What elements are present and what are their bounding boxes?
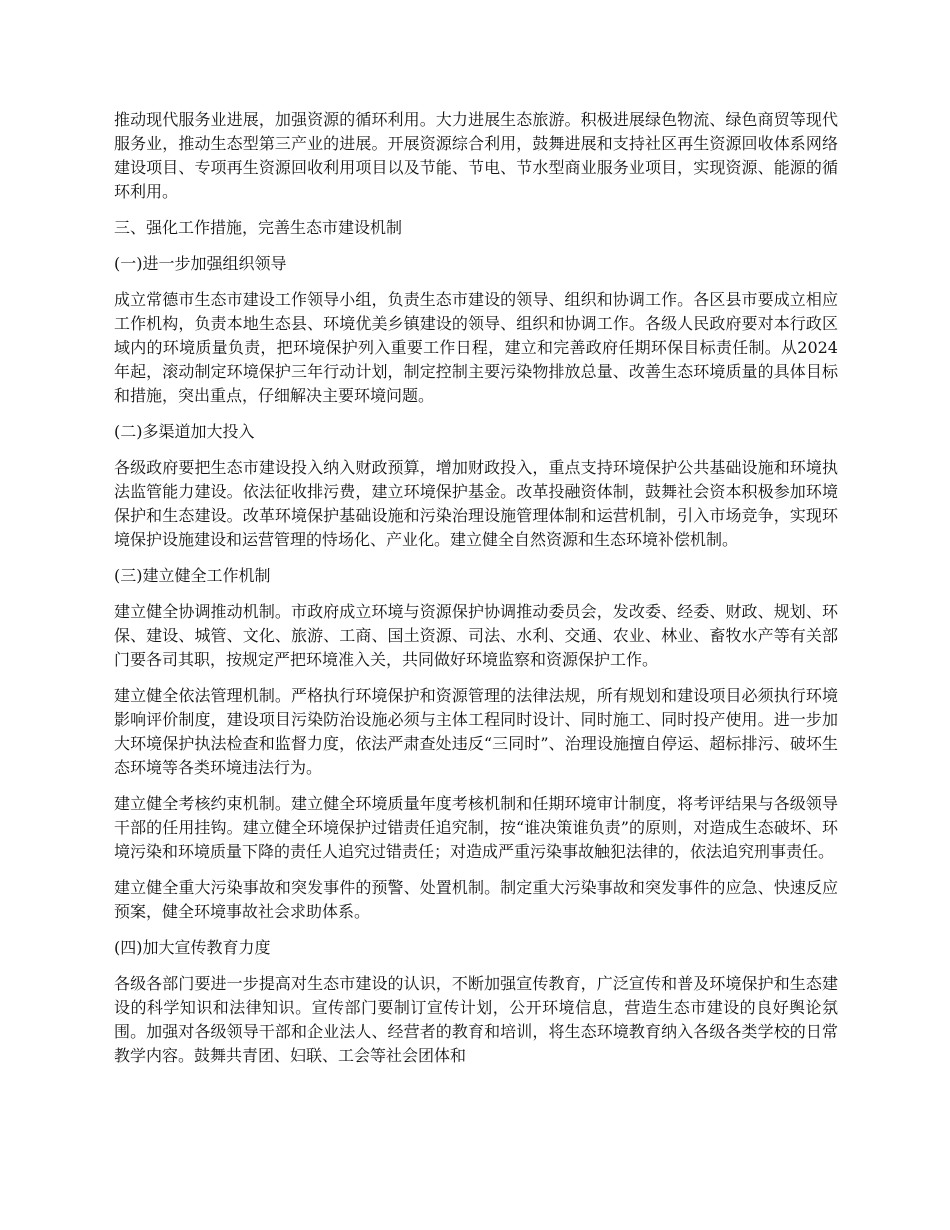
paragraph-investment: 各级政府要把生态市建设投入纳入财政预算，增加财政投入，重点支持环境保护公共基础设施和环境执法监管能力建设。依法征收排污费，建立环境保护基金。改革投融资体制，鼓舞社会资本积极参加环境保护和生态建设。改革环境保护基础设施和污染治理设施管理体制和运营机制，引入市场竞争，实现环境保护设施建设和运营管理的恃场化、产业化。建立健全自然资源和生态环境补偿机制。 [114,458,838,549]
subheading-publicity: (四)加大宣传教育力度 [114,938,271,957]
subheading-organization: (一)进一步加强组织领导 [114,254,287,273]
paragraph-legal-management: 建立健全依法管理机制。严格执行环境保护和资源管理的法律法规，所有规划和建设项目必须执行环境影响评价制度，建设项目污染防治设施必须与主体工程同时设计、同时施工、同时投产使用。进一步加大环境保护执法检查和监督力度，依法严肃查处违反“三同时”、治理设施擅自停运、超标排污、破坏生态环境等各类环境违法行为。 [114,686,838,777]
subheading-work-mechanism: (三)建立健全工作机制 [114,566,271,585]
subheading-investment: (二)多渠道加大投入 [114,422,255,441]
paragraph-assessment: 建立健全考核约束机制。建立健全环境质量年度考核机制和任期环境审计制度，将考评结果与各级领导干部的任用挂钩。建立健全环境保护过错责任追究制，按“谁决策谁负责”的原则，对造成生态破坏、环境污染和环境质量下降的责任人追究过错责任；对造成严重污染事故触犯法律的，依法追究刑事责任。 [114,794,838,861]
section-heading-3: 三、强化工作措施，完善生态市建设机制 [114,218,403,237]
paragraph-service-industry: 推动现代服务业进展，加强资源的循环利用。大力进展生态旅游。积极进展绿色物流、绿色商贸等现代服务业，推动生态型第三产业的进展。开展资源综合利用，鼓舞进展和支持社区再生资源回收体系网络建设项目、专项再生资源回收利用项目以及节能、节电、节水型商业服务业项目，实现资源、能源的循环利用。 [114,110,838,201]
document-page [114,108,838,1080]
paragraph-emergency-response: 建立健全重大污染事故和突发事件的预警、处置机制。制定重大污染事故和突发事件的应急、快速反应预案，健全环境事故社会求助体系。 [114,878,838,921]
paragraph-coordination-mechanism: 建立健全协调推动机制。市政府成立环境与资源保护协调推动委员会，发改委、经委、财政、规划、环保、建设、城管、文化、旅游、工商、国土资源、司法、水利、交通、农业、林业、畜牧水产等有关部门要各司其职，按规定严把环境准入关，共同做好环境监察和资源保护工作。 [114,602,838,669]
paragraph-leadership-group: 成立常德市生态市建设工作领导小组，负责生态市建设的领导、组织和协调工作。各区县市要成立相应工作机构，负责本地生态县、环境优美乡镇建设的领导、组织和协调工作。各级人民政府要对本行政区域内的环境质量负责，把环境保护列入重要工作日程，建立和完善政府任期环保目标责任制。从2024年起，滚动制定环境保护三年行动计划，制定控制主要污染物排放总量、改善生态环境质量的具体目标和措施，突出重点，仔细解决主要环境问题。 [114,290,838,405]
paragraph-publicity-education: 各级各部门要进一步提高对生态市建设的认识，不断加强宣传教育，广泛宣传和普及环境保护和生态建设的科学知识和法律知识。宣传部门要制订宣传计划，公开环境信息，营造生态市建设的良好舆论氛围。加强对各级领导干部和企业法人、经营者的教育和培训，将生态环境教育纳入各级各类学校的日常教学内容。鼓舞共青团、妇联、工会等社会团体和 [114,974,838,1065]
